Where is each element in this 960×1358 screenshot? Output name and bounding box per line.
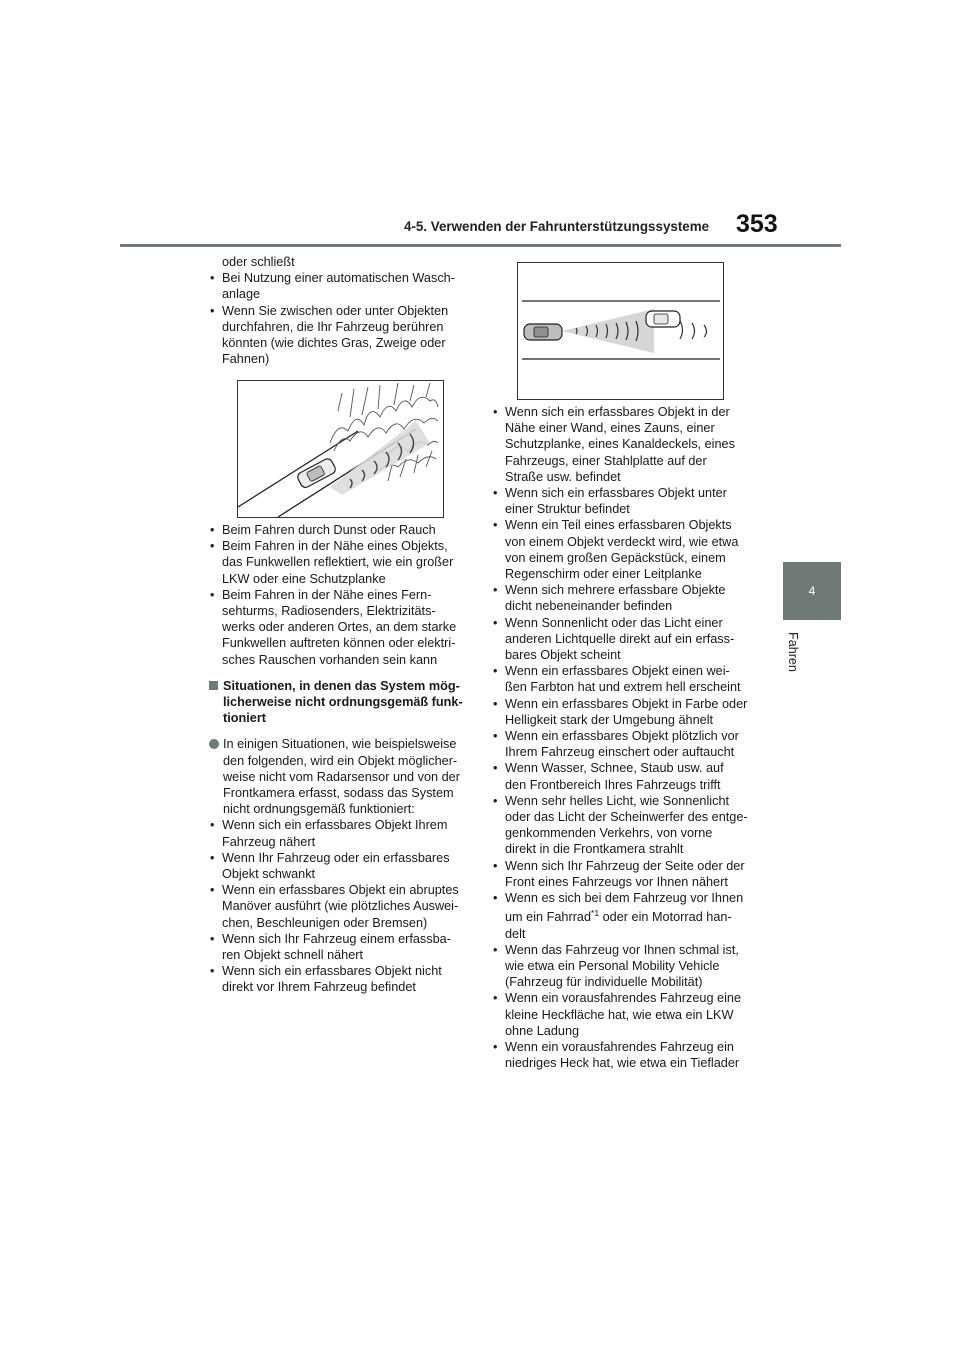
bullet-item (492, 615, 760, 664)
bullet-line: • Beim Fahren durch Dunst oder Rauch (222, 523, 436, 537)
bullet-line: • Wenn ein erfassbares Objekt ein abruptes (222, 883, 459, 898)
bullet-item (492, 582, 760, 614)
bullet-item (492, 990, 760, 1039)
bullet-line: • Wenn sehr helles Licht, wie Sonnenlicht (505, 793, 730, 808)
chapter-number: 4 (808, 584, 816, 598)
footnote-marker: *1 (591, 908, 600, 919)
page-number: 353 (736, 210, 778, 238)
bullet-item (492, 760, 760, 792)
bullet-line: Fahrzeugs, einer Stahlplatte auf der (505, 453, 707, 468)
bullet-line: anlage (222, 287, 261, 302)
bullet-line: • Wenn sich mehrere erfassbare Objekte (505, 583, 726, 598)
text-line: In einigen Situationen, wie beispielsweise (223, 737, 457, 752)
circle-bullet-icon (209, 739, 219, 749)
bullet-line: Fahrzeug nähert (222, 834, 316, 849)
bullet-line: Schutzplanke, eines Kanaldeckels, eines (505, 437, 735, 452)
bullet-line: werks oder anderen Ortes, an dem starke (222, 620, 457, 635)
bullet-line: • Wenn ein erfassbares Objekt in Farbe oder (505, 696, 748, 711)
bullet-line: Funkwellen auftreten können oder elektri- (222, 636, 456, 651)
bullet-item (209, 850, 471, 882)
bullet-line: wie etwa ein Personal Mobility Vehicle (505, 958, 720, 973)
bullet-item (209, 963, 471, 995)
bullet-line: • Bei Nutzung einer automatischen Wasch- (222, 271, 455, 286)
bullet-item (492, 1039, 760, 1071)
header-divider (120, 244, 841, 247)
bicycle-bullet (492, 890, 760, 942)
bullet-line: den Frontbereich Ihres Fahrzeugs trifft (505, 777, 721, 792)
bicycle-line-1: • Wenn es sich bei dem Fahrzeug vor Ihnen (505, 891, 744, 906)
bullet-line: • Wenn Ihr Fahrzeug oder ein erfassbares (222, 850, 450, 865)
bullet-line: • Wenn sich Ihr Fahrzeug einem erfassba- (222, 931, 451, 946)
circle-paragraph-lines (223, 736, 471, 817)
bullet-item (492, 517, 760, 582)
bullet-line: dicht nebeneinander befinden (505, 599, 673, 614)
bullet-line: • Wenn ein erfassbares Objekt plötzlich vor (505, 729, 739, 744)
section-title: 4-5. Verwenden der Fahrunterstützungssysteme (404, 219, 710, 234)
bullet-line: • Wenn das Fahrzeug vor Ihnen schmal ist, (505, 942, 739, 957)
bullet-item (492, 942, 760, 991)
circle-paragraph (209, 736, 471, 817)
bullet-item (492, 485, 760, 517)
bullet-item (209, 303, 471, 368)
radar-lane-illustration (517, 262, 724, 400)
bullet-line: • Wenn sich ein erfassbares Objekt unter (505, 486, 727, 501)
bullet-line: Manöver ausführt (wie plötzliches Auswei- (222, 899, 459, 914)
bullet-line: direkt vor Ihrem Fahrzeug befindet (222, 980, 416, 995)
bullet-list (209, 817, 471, 995)
bullet-line: sehturms, Radiosenders, Elektrizitäts- (222, 604, 436, 619)
bullet-line: Ihrem Fahrzeug einschert oder auftaucht (505, 745, 735, 760)
bullet-list (492, 942, 760, 1072)
square-bullet-icon (209, 681, 218, 690)
bullet-line: direkt in die Frontkamera strahlt (505, 842, 684, 857)
bullet-item (209, 522, 471, 538)
lane-figure-svg (518, 263, 723, 399)
bullet-line: von einem großen Gepäckstück, einem (505, 550, 726, 565)
bullet-line: Nähe einer Wand, eines Zauns, einer (505, 421, 715, 436)
bullet-item (492, 404, 760, 485)
bullet-line: • Wenn ein erfassbares Objekt einen wei- (505, 664, 730, 679)
bullet-line: könnten (wie dichtes Gras, Zweige oder (222, 336, 446, 351)
bullet-line: • Wenn ein vorausfahrendes Fahrzeug eine (505, 991, 742, 1006)
bullet-line: ßen Farbton hat und extrem hell erscheint (505, 680, 741, 695)
bullet-item (492, 663, 760, 695)
bullet-line: • Wenn Sie zwischen oder unter Objekten (222, 303, 449, 318)
bullet-line: • Wenn sich Ihr Fahrzeug der Seite oder der (505, 858, 745, 873)
bullet-line: • Wenn sich ein erfassbares Objekt Ihrem (222, 818, 448, 833)
radar-grass-illustration (237, 380, 444, 518)
bullet-line: • Wenn sich ein erfassbares Objekt nicht (222, 964, 442, 979)
heading-lines (223, 678, 471, 727)
right-column (492, 404, 760, 1071)
bullet-item (209, 587, 471, 668)
bullet-line: • Wenn ein vorausfahrendes Fahrzeug ein (505, 1039, 734, 1054)
bullet-item (492, 728, 760, 760)
bullet-line: Helligkeit stark der Umgebung ähnelt (505, 712, 714, 727)
bullet-line: kleine Heckfläche hat, wie etwa ein LKW (505, 1007, 734, 1022)
bullet-line: Regenschirm oder einer Leitplanke (505, 567, 702, 582)
bullet-item (209, 270, 471, 302)
bullet-list (492, 404, 760, 890)
text-line: weise nicht vom Radarsensor und von der (223, 769, 460, 784)
bullet-line: (Fahrzeug für individuelle Mobilität) (505, 975, 703, 990)
left-column-bottom (209, 522, 471, 996)
text-line: tioniert (223, 711, 266, 726)
bullet-line: • Wenn Wasser, Schnee, Staub usw. auf (505, 761, 724, 776)
bullet-item (209, 538, 471, 587)
bullet-item (209, 931, 471, 963)
text-line: licherweise nicht ordnungsgemäß funk- (223, 695, 463, 710)
bullet-line: sches Rauschen vorhanden sein kann (222, 652, 438, 667)
grass-figure-svg (238, 381, 443, 517)
bullet-line: Fahnen) (222, 352, 270, 367)
bullet-line: oder das Licht der Scheinwerfer des entge- (505, 810, 748, 825)
bullet-line: durchfahren, die Ihr Fahrzeug berühren (222, 319, 444, 334)
text-line: nicht ordnungsgemäß funktioniert: (223, 802, 415, 817)
bullet-line: anderen Lichtquelle direkt auf ein erfass- (505, 631, 735, 646)
text-line: den folgenden, wird ein Objekt möglicher- (223, 753, 458, 768)
bullet-line: • Beim Fahren in der Nähe eines Fern- (222, 587, 432, 602)
bullet-line: ren Objekt schnell nähert (222, 948, 364, 963)
bullet-line: bares Objekt scheint (505, 648, 621, 663)
text-line: Situationen, in denen das System mög- (223, 678, 460, 693)
bicycle-text: um ein Fahrrad (505, 910, 592, 925)
intro-continuation: oder schließt (222, 255, 295, 269)
bullet-line: Objekt schwankt (222, 867, 316, 882)
bullet-line: genkommenden Verkehrs, von vorne (505, 826, 713, 841)
bullet-list (209, 270, 471, 367)
bullet-line: • Wenn ein Teil eines erfassbaren Objekts (505, 518, 732, 533)
bullet-item (492, 858, 760, 890)
bicycle-line-3: delt (505, 926, 526, 941)
bullet-line: von einem Objekt verdeckt wird, wie etwa (505, 534, 739, 549)
bullet-line: LKW oder eine Schutzplanke (222, 571, 386, 586)
bullet-item (492, 793, 760, 858)
bullet-line: Straße usw. befindet (505, 469, 621, 484)
bullet-line: • Wenn sich ein erfassbares Objekt in der (505, 405, 730, 419)
section-heading (209, 678, 471, 727)
chapter-label: Fahren (786, 632, 800, 672)
bullet-item (492, 696, 760, 728)
bicycle-line-2 (505, 906, 760, 925)
bullet-line: einer Struktur befindet (505, 502, 630, 517)
bullet-item (209, 817, 471, 849)
text-line: Frontkamera erfasst, sodass das System (223, 786, 454, 801)
bullet-line: das Funkwellen reflektiert, wie ein großer (222, 555, 454, 570)
bullet-list (209, 522, 471, 668)
chapter-tab (783, 562, 841, 620)
bullet-line: • Wenn Sonnenlicht oder das Licht einer (505, 615, 723, 630)
bullet-line: Front eines Fahrzeugs vor Ihnen nähert (505, 874, 728, 889)
left-column-top (209, 254, 471, 367)
bullet-line: chen, Beschleunigen oder Bremsen) (222, 915, 428, 930)
motorcycle-text: oder ein Motorrad han- (599, 910, 732, 925)
bullet-line: • Beim Fahren in der Nähe eines Objekts, (222, 539, 448, 554)
bullet-line: niedriges Heck hat, wie etwa ein Tieflader (505, 1056, 740, 1071)
bullet-line: ohne Ladung (505, 1023, 580, 1038)
bullet-item (209, 882, 471, 931)
